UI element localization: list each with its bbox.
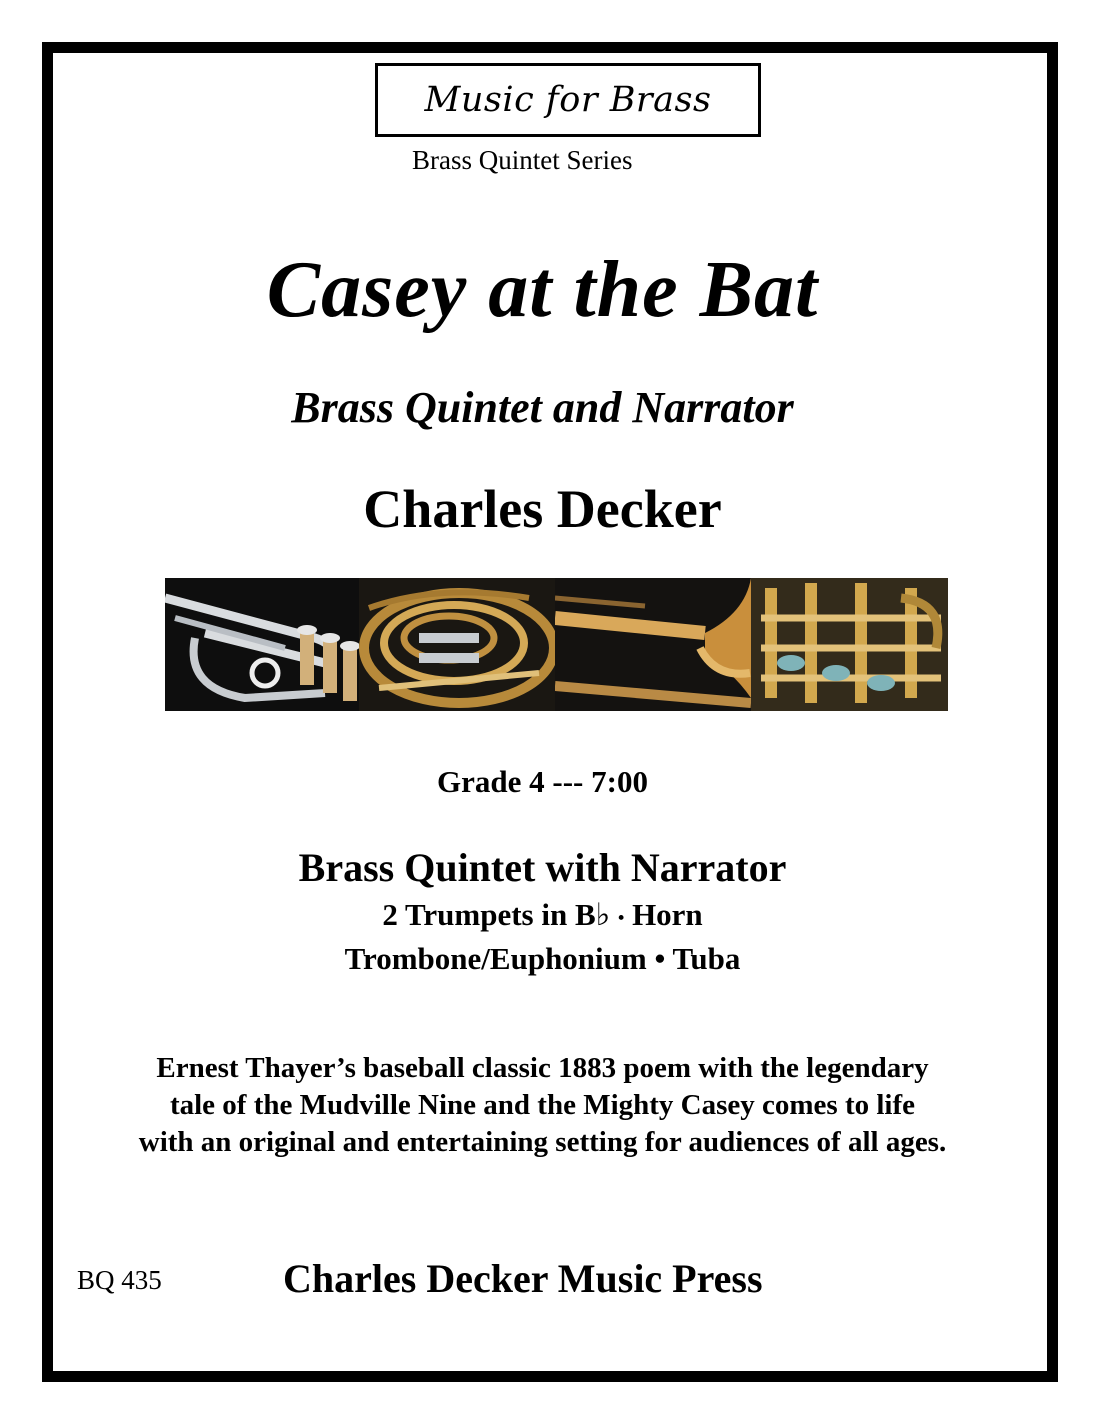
description [0,1050,1093,1161]
trombone-photo [555,578,751,711]
trumpet-photo [165,578,359,711]
subtitle: Brass Quintet and Narrator [291,383,794,432]
bullet-separator: • [618,907,625,928]
horn-photo [359,578,555,711]
instrument-photo-strip [165,578,948,711]
instrumentation-line-2: Trombone/Euphonium • Tuba [344,941,741,976]
description-line: with an original and entertaining setting for audiences of all ages. [138,1126,947,1158]
grade-duration: Grade 4 --- 7:00 [437,764,648,799]
flat-sign: ♭ [595,897,611,933]
page-title: Casey at the Bat [266,246,819,334]
description-line: tale of the Mudville Nine and the Mighty Casey comes to life [169,1089,916,1121]
tuba-photo [751,578,948,711]
series-name: Brass Quintet Series [412,145,633,175]
page-border [42,42,1058,1382]
instrument-horn: Horn [632,897,703,932]
description-line: Ernest Thayer’s baseball classic 1883 poem with the legendary [156,1052,929,1084]
instrumentation-line-1 [0,897,1093,933]
series-logo-text: Music for Brass [424,80,712,120]
instrument-trumpets: 2 Trumpets in B [382,897,596,932]
series-logo-box [375,63,761,137]
catalog-number: BQ 435 [77,1265,162,1295]
composer-name: Charles Decker [363,479,722,539]
ensemble-heading: Brass Quintet with Narrator [298,845,787,890]
publisher-name: Charles Decker Music Press [283,1256,763,1301]
